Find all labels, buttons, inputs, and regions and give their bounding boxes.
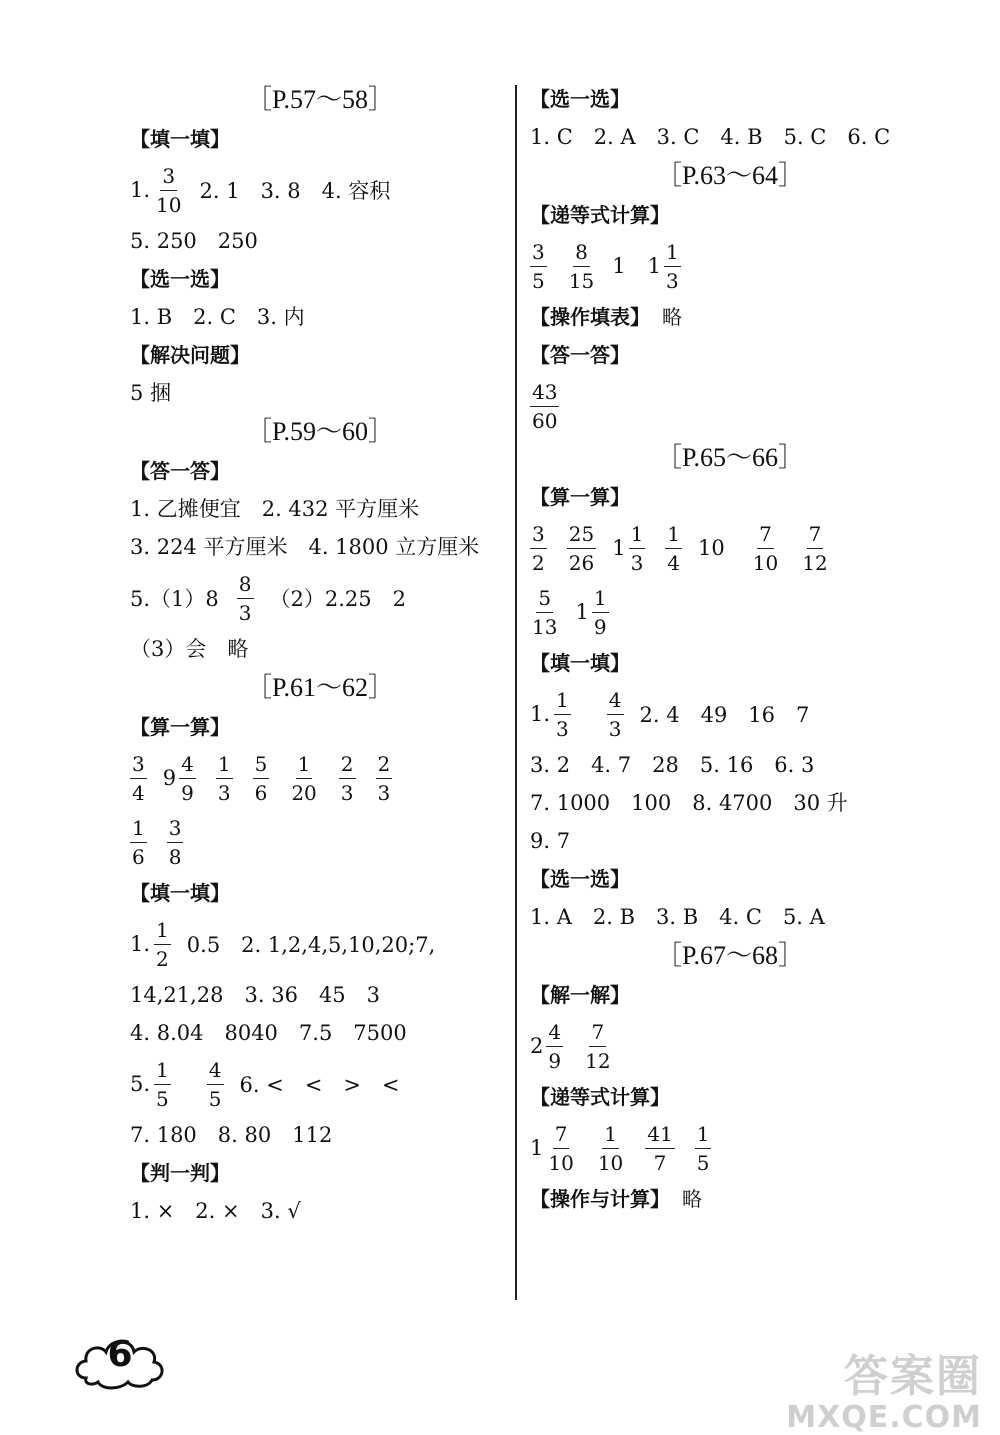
denominator: 5 — [208, 1086, 222, 1111]
section-fill-in: 【填一填】 — [130, 881, 230, 905]
denominator: 3 — [238, 600, 252, 625]
answer-line — [130, 1052, 510, 1116]
denominator: 10 — [597, 1150, 624, 1175]
item-number: 5. — [130, 1072, 151, 1096]
fraction — [216, 753, 233, 804]
numerator: 1 — [154, 919, 171, 945]
denominator: 60 — [532, 408, 558, 433]
answer-text: 2. 1 3. 8 4. 容积 — [199, 179, 391, 203]
fraction — [179, 753, 196, 804]
denominator: 3 — [377, 780, 391, 805]
denominator: 4 — [667, 550, 681, 575]
section-choose: 【选一选】 — [130, 267, 230, 291]
section-title: 【操作与计算】 — [530, 1187, 670, 1211]
left-column — [130, 80, 510, 1230]
fraction — [583, 1021, 612, 1072]
numerator: 4 — [207, 1059, 224, 1085]
watermark-site-text: MXQE.COM — [786, 1400, 982, 1435]
numerator: 8 — [573, 241, 590, 267]
numerator: 25 — [567, 523, 596, 549]
denominator: 5 — [156, 1086, 169, 1111]
fraction — [530, 381, 559, 432]
fraction — [607, 689, 624, 740]
numerator: 43 — [530, 381, 559, 407]
section-answer: 【答一答】 — [530, 343, 630, 367]
answer-line: 7. 180 8. 80 112 — [130, 1123, 333, 1147]
numerator: 7 — [757, 523, 774, 549]
answer-line: 9. 7 — [530, 829, 571, 853]
fraction — [289, 753, 318, 804]
denominator: 10 — [548, 1150, 574, 1175]
whole-part: 1 — [530, 1136, 544, 1160]
answer-line: 7. 1000 100 8. 4700 30 升 — [530, 791, 848, 815]
answer-text: 2. 4 49 16 7 — [639, 703, 810, 727]
denominator: 20 — [291, 780, 317, 805]
denominator: 12 — [802, 550, 828, 575]
whole-part: 1 — [612, 536, 626, 560]
answer-line — [530, 682, 930, 746]
page-range-heading: ［P.65～66］ — [655, 443, 805, 472]
section-solve-problem: 【解决问题】 — [130, 343, 250, 367]
denominator: 3 — [556, 716, 569, 741]
fraction — [130, 817, 147, 868]
section-step-calculation: 【递等式计算】 — [530, 203, 670, 227]
section-choose: 【选一选】 — [530, 87, 630, 111]
fraction — [751, 523, 780, 574]
section-title: 【操作填表】 — [530, 305, 650, 329]
denominator: 12 — [585, 1048, 611, 1073]
numerator: 1 — [695, 1123, 712, 1149]
numerator: 5 — [253, 753, 270, 779]
answer-line — [530, 374, 930, 438]
numerator: 1 — [554, 689, 571, 715]
denominator: 10 — [752, 550, 779, 575]
numerator: 7 — [807, 523, 824, 549]
fraction — [154, 1059, 171, 1110]
fraction — [800, 523, 829, 574]
fraction — [530, 241, 547, 292]
numerator: 2 — [376, 753, 393, 779]
fraction — [376, 753, 393, 804]
denominator: 2 — [156, 946, 169, 971]
numerator: 1 — [602, 1123, 619, 1149]
section-choose: 【选一选】 — [530, 867, 630, 891]
denominator: 9 — [548, 1048, 562, 1073]
answer-line — [130, 912, 510, 976]
whole-part: 9 — [162, 766, 177, 790]
whole-part: 2 — [530, 1034, 544, 1058]
fraction — [546, 1021, 563, 1072]
fraction — [695, 1123, 712, 1174]
numerator: 1 — [664, 241, 681, 267]
denominator: 5 — [532, 268, 545, 293]
numerator: 4 — [607, 689, 624, 715]
fraction — [237, 573, 254, 624]
numerator: 5 — [536, 587, 553, 613]
denominator: 9 — [181, 780, 194, 805]
answer-line — [130, 566, 510, 630]
page-number: 6 — [107, 1334, 133, 1375]
fraction-row — [530, 234, 930, 298]
mixed-number — [575, 587, 608, 638]
denominator: 5 — [696, 1150, 710, 1175]
numerator: 1 — [154, 1059, 171, 1085]
whole-part: 1 — [647, 254, 661, 278]
numerator: 2 — [339, 753, 356, 779]
numerator: 1 — [216, 753, 233, 779]
numerator: 1 — [130, 817, 147, 843]
denominator: 3 — [665, 268, 679, 293]
section-calculate: 【算一算】 — [530, 485, 630, 509]
fraction — [592, 587, 609, 638]
numerator: 7 — [589, 1021, 606, 1047]
denominator: 13 — [532, 614, 558, 639]
numerator: 41 — [645, 1123, 674, 1149]
section-answer-text: 略 — [662, 305, 682, 329]
numerator: 1 — [629, 523, 646, 549]
fraction — [167, 817, 184, 868]
denominator: 8 — [168, 844, 182, 869]
item-number: 1. — [130, 178, 151, 202]
section-judge: 【判一判】 — [130, 1161, 230, 1185]
mixed-number — [648, 241, 681, 292]
fraction-row — [530, 1116, 930, 1180]
answer-text: 0.5 2. 1,2,4,5,10,20;7, — [186, 933, 436, 957]
answer-line: 1. C 2. A 3. C 4. B 5. C 6. C — [530, 125, 891, 149]
page-range-heading: ［P.63～64］ — [655, 161, 805, 190]
fraction — [130, 753, 147, 804]
page-number-badge — [72, 1328, 168, 1394]
fraction-row — [130, 746, 510, 810]
numerator: 8 — [237, 573, 254, 599]
mixed-number — [530, 1021, 563, 1072]
denominator: 4 — [132, 780, 145, 805]
answer-line: 1. × 2. × 3. √ — [130, 1199, 301, 1223]
fraction — [596, 1123, 625, 1174]
numerator: 3 — [530, 241, 547, 267]
denominator: 3 — [217, 780, 231, 805]
denominator: 9 — [593, 614, 607, 639]
numerator: 7 — [553, 1123, 570, 1149]
denominator: 10 — [156, 192, 182, 217]
denominator: 7 — [653, 1150, 667, 1175]
answer-line: 4. 8.04 8040 7.5 7500 — [130, 1021, 407, 1045]
numerator: 1 — [665, 523, 682, 549]
fraction — [567, 241, 596, 292]
fraction — [207, 1059, 224, 1110]
answer-line: 3. 2 4. 7 28 5. 16 6. 3 — [530, 753, 815, 777]
denominator: 6 — [254, 780, 268, 805]
section-step-calculation: 【递等式计算】 — [530, 1085, 670, 1109]
mixed-number — [530, 1123, 576, 1174]
integer-answer: 10 — [698, 536, 725, 560]
denominator: 2 — [532, 550, 545, 575]
numerator: 3 — [167, 817, 184, 843]
watermark — [786, 1340, 982, 1435]
answer-line: 1. A 2. B 3. B 4. C 5. A — [530, 905, 825, 929]
answer-text: 6. < < > < — [239, 1073, 400, 1097]
answer-line: 14,21,28 3. 36 45 3 — [130, 983, 381, 1007]
answer-line: 5 捆 — [130, 381, 172, 405]
fraction-row — [530, 580, 930, 644]
fraction — [554, 689, 571, 740]
fraction — [629, 523, 646, 574]
numerator: 3 — [130, 753, 147, 779]
section-answer: 【答一答】 — [130, 459, 230, 483]
numerator: 1 — [296, 753, 313, 779]
fraction — [665, 523, 682, 574]
mixed-number — [163, 753, 196, 804]
answer-line: 3. 224 平方厘米 4. 1800 立方厘米 — [130, 535, 480, 559]
fraction — [253, 753, 270, 804]
fraction — [530, 587, 559, 638]
page-range-heading: ［P.57～58］ — [245, 85, 395, 114]
fraction — [339, 753, 356, 804]
numerator: 4 — [546, 1021, 563, 1047]
answer-text: 5.（1）8 — [130, 587, 219, 611]
page-range-heading: ［P.61～62］ — [245, 673, 395, 702]
numerator: 3 — [530, 523, 547, 549]
fraction — [546, 1123, 575, 1174]
section-operate-fill-table — [530, 298, 930, 336]
mixed-number — [612, 523, 645, 574]
item-number: 1. — [530, 702, 551, 726]
section-fill-in: 【填一填】 — [130, 127, 230, 151]
section-calculate: 【算一算】 — [130, 715, 230, 739]
numerator: 3 — [160, 165, 177, 191]
section-solve: 【解一解】 — [530, 983, 630, 1007]
fraction — [154, 919, 171, 970]
fraction-row — [530, 516, 930, 580]
fraction — [645, 1123, 674, 1174]
denominator: 3 — [608, 716, 622, 741]
section-operate-calculate — [530, 1180, 930, 1218]
fraction — [530, 523, 547, 574]
answer-line: 1. B 2. C 3. 内 — [130, 305, 305, 329]
column-divider — [515, 85, 517, 1300]
denominator: 26 — [568, 550, 595, 575]
fraction — [567, 523, 596, 574]
answer-line — [130, 158, 510, 222]
fraction-row — [130, 810, 510, 874]
fraction — [664, 241, 681, 292]
page-range-heading: ［P.59～60］ — [245, 417, 395, 446]
fraction-row — [530, 1014, 930, 1078]
answer-line: 5. 250 250 — [130, 229, 258, 253]
page-range-heading: ［P.67～68］ — [655, 941, 805, 970]
right-column — [530, 80, 930, 1218]
watermark-logo-text: 答案圈 — [844, 1351, 982, 1402]
numerator: 1 — [592, 587, 609, 613]
denominator: 15 — [568, 268, 595, 293]
fraction — [154, 165, 183, 216]
denominator: 3 — [340, 780, 354, 805]
answer-line: 1. 乙摊便宜 2. 432 平方厘米 — [130, 497, 420, 521]
section-fill-in: 【填一填】 — [530, 651, 630, 675]
numerator: 4 — [179, 753, 196, 779]
section-answer-text: 略 — [682, 1187, 702, 1211]
item-number: 1. — [130, 932, 151, 956]
denominator: 6 — [132, 844, 145, 869]
denominator: 3 — [630, 550, 644, 575]
answer-text: （2）2.25 2 — [269, 587, 406, 611]
answer-line: （3）会 略 — [130, 637, 249, 661]
whole-part: 1 — [575, 600, 589, 624]
integer-answer: 1 — [612, 254, 626, 278]
